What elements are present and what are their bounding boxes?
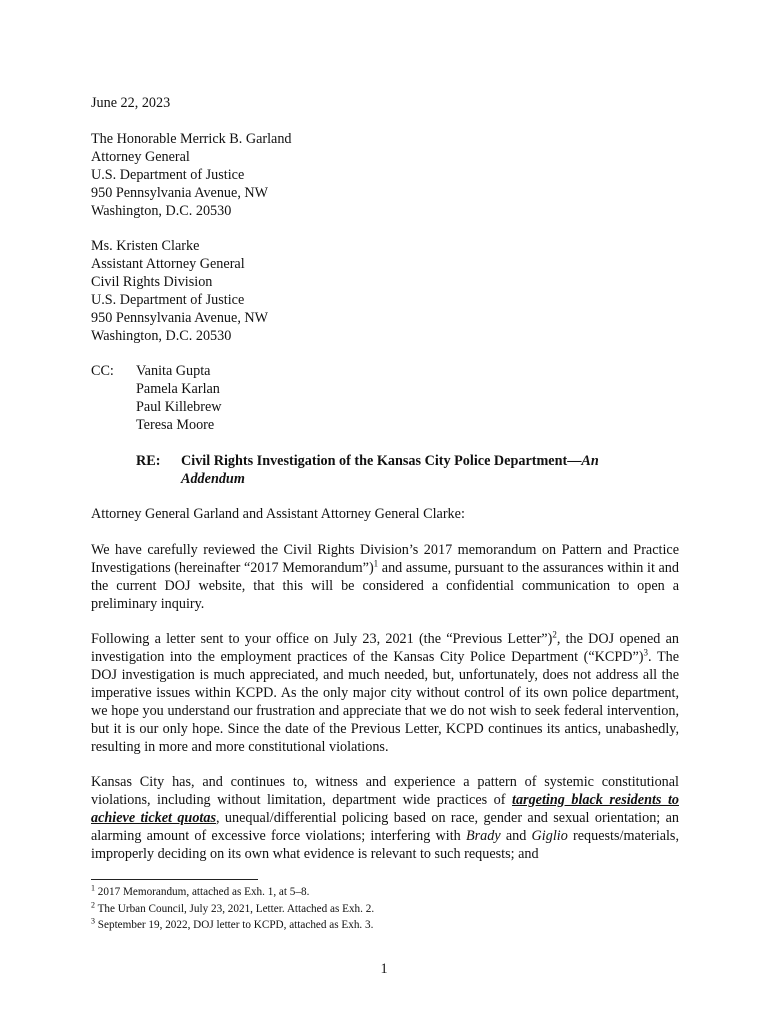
paragraph-text: and <box>500 828 532 844</box>
cc-label: CC: <box>91 363 114 379</box>
paragraph-3 <box>91 773 679 863</box>
address-line: 950 Pennsylvania Avenue, NW <box>91 185 269 201</box>
cc-list <box>136 362 222 434</box>
paragraph-text: , unequal/differential policing based on race, gender and sexual orientation; an alarming amount of excessive force violations; interfering with <box>91 810 680 844</box>
address-line: Assistant Attorney General <box>91 256 245 272</box>
cc-name: Teresa Moore <box>136 417 215 433</box>
footnote-ref[interactable]: 2 <box>552 629 557 640</box>
recipient-address-1 <box>91 130 679 220</box>
salutation-text: Attorney General Garland and Assistant Attorney General Clarke: <box>91 506 465 522</box>
emphasis-text: targeting black residents to achieve ticket quotas <box>91 792 679 826</box>
address-line: Washington, D.C. 20530 <box>91 328 232 344</box>
footnote-text: 2017 Memorandum, attached as Exh. 1, at 5–8. <box>95 886 310 898</box>
footnote-divider <box>91 879 258 880</box>
footnote-ref[interactable]: 1 <box>373 558 379 569</box>
re-label: RE: <box>136 453 161 469</box>
address-line: U.S. Department of Justice <box>91 167 245 183</box>
footnote-ref[interactable]: 3 <box>643 647 649 658</box>
footnote-number: 1 <box>91 883 95 893</box>
footnote-3 <box>91 918 373 932</box>
footnote-1 <box>91 885 309 899</box>
address-line: U.S. Department of Justice <box>91 292 245 308</box>
paragraph-text: . The DOJ investigation is much appreciated, and much needed, but, unfortunately, does not address all the imperative issues within KCPD. As the only major city without control of its own police department, we hope you understand our frustration and appreciate that we do not wish to seek federal intervention, but it is our only hope. Since the date of the Previous Letter, KCPD continues its antics, unabashedly, resulting in more and more constitutional violations. <box>91 649 679 755</box>
cc-name: Pamela Karlan <box>136 381 220 397</box>
case-name-brady: Brady <box>465 828 501 844</box>
paragraph-text: Kansas City has, and continues to, witness and experience a pattern of systemic constitutional violations, including without limitation, department wide practices of <box>91 774 679 808</box>
date-text: June 22, 2023 <box>91 95 171 111</box>
salutation <box>91 505 679 523</box>
address-line: Civil Rights Division <box>91 274 213 290</box>
footnote-number: 3 <box>91 916 95 926</box>
paragraph-text: , the DOJ opened an investigation into the employment practices of the Kansas City Police Department (“KCPD”) <box>91 631 679 665</box>
footnote-text: September 19, 2022, DOJ letter to KCPD, attached as Exh. 3. <box>95 919 374 931</box>
paragraph-text: and assume, pursuant to the assurances within it and the current DOJ website, that this will be considered a confidential communication to open a preliminary inquiry. <box>91 560 679 612</box>
recipient-address-2 <box>91 237 679 345</box>
page-number: 1 <box>380 961 388 977</box>
address-line: The Honorable Merrick B. Garland <box>91 131 292 147</box>
paragraph-2 <box>91 630 679 756</box>
re-subject <box>181 452 651 488</box>
re-subject-italic: An Addendum <box>181 453 599 487</box>
footnote-text: The Urban Council, July 23, 2021, Letter. Attached as Exh. 2. <box>95 903 375 915</box>
address-line: Washington, D.C. 20530 <box>91 203 232 219</box>
address-line: Attorney General <box>91 149 190 165</box>
address-line: 950 Pennsylvania Avenue, NW <box>91 310 269 326</box>
cc-name: Paul Killebrew <box>136 399 222 415</box>
paragraph-text: We have carefully reviewed the Civil Rights Division’s 2017 memorandum on Pattern and Practice Investigations (hereinafter “2017 Memorandum”) <box>91 542 679 576</box>
paragraph-text: requests/materials, improperly deciding on its own what evidence is relevant to such requests; and <box>91 828 679 862</box>
footnote-number: 2 <box>91 900 95 910</box>
footnote-2 <box>91 902 374 916</box>
re-subject-text: Civil Rights Investigation of the Kansas City Police Department— <box>181 453 582 469</box>
cc-name: Vanita Gupta <box>136 363 211 379</box>
address-line: Ms. Kristen Clarke <box>91 238 200 254</box>
paragraph-1 <box>91 541 679 613</box>
paragraph-text: Following a letter sent to your office on July 23, 2021 (the “Previous Letter”) <box>91 631 553 647</box>
case-name-giglio: Giglio <box>531 828 568 844</box>
letter-date <box>91 94 679 112</box>
